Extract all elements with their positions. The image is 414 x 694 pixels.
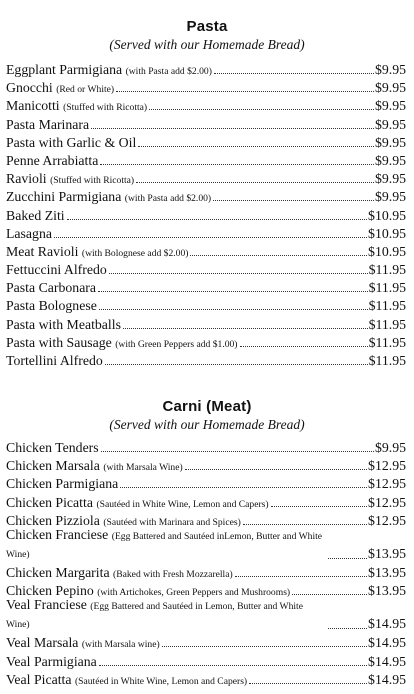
dot-leader xyxy=(243,524,367,525)
section-title: Carni (Meat) xyxy=(162,398,252,415)
menu-item-price: $14.95 xyxy=(368,653,406,669)
menu-item-name xyxy=(6,671,247,691)
menu-item-title: Chicken Picatta xyxy=(6,494,93,510)
menu-item-title: Zucchini Parmigiana xyxy=(6,189,122,205)
menu-item-title: Tortellini Alfredo xyxy=(6,353,103,368)
menu-item-name xyxy=(6,564,233,584)
menu-item-name xyxy=(6,316,121,334)
carni-section xyxy=(0,398,414,689)
menu-item xyxy=(6,316,406,334)
menu-item-price: $13.95 xyxy=(368,583,406,599)
menu-item xyxy=(6,439,406,457)
menu-item xyxy=(6,152,406,170)
menu-item-title: Eggplant Parmigiana xyxy=(6,62,123,77)
dot-leader xyxy=(116,91,374,92)
menu-item-price: $11.95 xyxy=(368,316,406,332)
dot-leader xyxy=(249,683,367,684)
menu-item-price: $10.95 xyxy=(368,243,406,259)
dot-leader xyxy=(99,665,367,666)
menu-item-title: Pasta with Garlic & Oil xyxy=(6,134,137,150)
menu-item-price: $11.95 xyxy=(368,262,406,278)
menu-item-price: $13.95 xyxy=(368,545,406,561)
menu-item xyxy=(6,671,406,689)
menu-item-title: Chicken Franciese xyxy=(6,526,109,542)
menu-item xyxy=(6,475,406,493)
menu-item-title: Pasta Carbonara xyxy=(6,280,97,296)
dot-leader xyxy=(214,73,374,74)
menu-item-price: $11.95 xyxy=(368,334,406,350)
dot-leader xyxy=(136,182,374,183)
menu-item-price: $9.95 xyxy=(374,80,406,96)
menu-item-price: $9.95 xyxy=(374,152,406,168)
section-subtitle: (Served with our Homemade Bread) xyxy=(109,417,305,432)
menu-item-name xyxy=(6,97,147,117)
menu-item-name xyxy=(6,352,103,370)
menu-item-name xyxy=(6,207,65,225)
menu-item-price: $12.95 xyxy=(368,476,406,492)
menu-item-note: (with Pasta add $2.00) xyxy=(124,193,212,205)
menu-item-name xyxy=(6,116,89,134)
pasta-section xyxy=(0,18,414,370)
dot-leader xyxy=(271,506,367,507)
menu-item-price: $9.95 xyxy=(374,62,406,77)
dot-leader xyxy=(109,273,368,274)
menu-item-price: $9.95 xyxy=(374,171,406,187)
dot-leader xyxy=(292,594,367,595)
menu-item-name xyxy=(6,457,183,477)
menu-item xyxy=(6,97,406,115)
menu-item-price: $9.95 xyxy=(374,116,406,132)
menu-item xyxy=(6,526,406,564)
menu-item-price: $12.95 xyxy=(368,494,406,510)
menu-item-note: (Sautéed in White Wine, Lemon and Capers) xyxy=(74,675,248,687)
menu-item-price: $14.95 xyxy=(368,635,406,651)
menu-item-name xyxy=(6,494,269,514)
menu-item-note: (Sautéed with Marinara and Spices) xyxy=(103,516,241,528)
menu-item xyxy=(6,170,406,188)
menu-item-name xyxy=(6,152,98,170)
menu-item-title: Veal Picatta xyxy=(6,671,72,687)
menu-item-name xyxy=(6,439,99,457)
menu-item-name xyxy=(6,597,326,633)
menu-item-name xyxy=(6,243,188,263)
dot-leader xyxy=(54,237,367,238)
menu-item-name xyxy=(6,134,136,152)
menu-item-title: Meat Ravioli xyxy=(6,243,79,259)
dot-leader xyxy=(328,628,367,629)
menu-item-name xyxy=(6,279,96,297)
menu-item-title: Chicken Tenders xyxy=(6,440,99,455)
dot-leader xyxy=(213,200,374,201)
menu-item xyxy=(6,61,406,79)
menu-item-price: $11.95 xyxy=(368,298,406,314)
menu-item-name xyxy=(6,170,134,190)
menu-item-price: $11.95 xyxy=(368,280,406,296)
menu-item-name xyxy=(6,61,212,81)
menu-item-note: (with Artichokes, Green Peppers and Mushrooms) xyxy=(97,587,291,599)
menu-item-title: Veal Marsala xyxy=(6,635,79,651)
dot-leader xyxy=(120,487,367,488)
menu-item-title: Chicken Marsala xyxy=(6,458,100,474)
menu-item-note: (Red or White) xyxy=(56,84,115,96)
section-title: Pasta xyxy=(186,18,228,35)
dot-leader xyxy=(67,219,367,220)
dot-leader xyxy=(98,291,368,292)
menu-item-note: (Baked with Fresh Mozzarella) xyxy=(113,568,233,580)
menu-item-name xyxy=(6,225,52,243)
dot-leader xyxy=(162,646,367,647)
menu-item xyxy=(6,334,406,352)
menu-item-price: $9.95 xyxy=(374,189,406,205)
menu-item xyxy=(6,279,406,297)
menu-item-name xyxy=(6,527,326,563)
menu-item-price: $9.95 xyxy=(374,98,406,114)
menu-item-note: (with Bolognese add $2.00) xyxy=(81,247,189,259)
menu-item-note: (with Green Peppers add $1.00) xyxy=(115,338,238,350)
menu-item xyxy=(6,352,406,370)
menu-item xyxy=(6,243,406,261)
menu-item-name xyxy=(6,261,107,279)
dot-leader xyxy=(101,451,374,452)
menu-item-note: (Egg Battered and Sautéed inLemon, Butter and White Wine) xyxy=(6,530,323,560)
menu-item-note: (Egg Battered and Sautéed in Lemon, Butter and White Wine) xyxy=(6,601,303,631)
menu-item-note: (Stuffed with Ricotta) xyxy=(50,175,135,187)
menu-item xyxy=(6,457,406,475)
menu-item-title: Penne Arrabiatta xyxy=(6,152,99,168)
menu-item xyxy=(6,188,406,206)
menu-item-note: (Stuffed with Ricotta) xyxy=(63,102,148,114)
menu-item-price: $12.95 xyxy=(368,512,406,528)
menu-item-title: Pasta Marinara xyxy=(6,116,90,132)
section-subtitle: (Served with our Homemade Bread) xyxy=(109,37,305,52)
menu-item-name xyxy=(6,334,238,354)
menu-item-title: Chicken Pepino xyxy=(6,583,94,599)
menu-item xyxy=(6,494,406,512)
menu-item-name xyxy=(6,634,160,654)
menu-item-title: Fettuccini Alfredo xyxy=(6,262,107,278)
menu-item-name xyxy=(6,188,211,208)
menu-item-price: $9.95 xyxy=(374,440,406,455)
menu-item xyxy=(6,297,406,315)
menu-item xyxy=(6,207,406,225)
menu-item-name xyxy=(6,475,118,493)
dot-leader xyxy=(185,469,367,470)
menu-item-title: Veal Parmigiana xyxy=(6,653,97,669)
menu-item-name xyxy=(6,653,97,671)
dot-leader xyxy=(138,146,374,147)
menu-item-name xyxy=(6,297,97,315)
dot-leader xyxy=(240,346,368,347)
dot-leader xyxy=(190,255,367,256)
menu-item-note: (with Pasta add $2.00) xyxy=(125,66,212,77)
carni-menu-list xyxy=(6,439,406,689)
menu-item-title: Pasta with Meatballs xyxy=(6,316,121,332)
menu-item xyxy=(6,597,406,634)
menu-item-price: $14.95 xyxy=(368,671,406,687)
menu-item-title: Chicken Margarita xyxy=(6,564,110,580)
menu-item-price: $12.95 xyxy=(368,458,406,474)
menu-item-price: $13.95 xyxy=(368,564,406,580)
menu-item-title: Lasagna xyxy=(6,225,52,241)
dot-leader xyxy=(99,309,368,310)
dot-leader xyxy=(123,328,368,329)
menu-item-title: Chicken Pizziola xyxy=(6,512,100,528)
menu-item-title: Chicken Parmigiana xyxy=(6,476,119,492)
menu-item xyxy=(6,653,406,671)
menu-item-title: Veal Franciese xyxy=(6,597,87,613)
menu-item-price: $10.95 xyxy=(368,225,406,241)
menu-item-note: (with Marsala wine) xyxy=(81,639,160,651)
menu-item xyxy=(6,261,406,279)
dot-leader xyxy=(105,364,368,365)
dot-leader xyxy=(100,164,374,165)
menu-item xyxy=(6,564,406,582)
menu-item-price: $9.95 xyxy=(374,134,406,150)
menu-item-title: Manicotti xyxy=(6,98,60,114)
menu-item-title: Ravioli xyxy=(6,171,47,187)
menu-item-title: Pasta with Sausage xyxy=(6,334,112,350)
menu-item-note: (Sautéed in White Wine, Lemon and Capers) xyxy=(96,498,269,510)
menu-item xyxy=(6,134,406,152)
menu-item xyxy=(6,634,406,652)
menu-item xyxy=(6,225,406,243)
menu-item-title: Baked Ziti xyxy=(6,207,65,223)
menu-item-price: $10.95 xyxy=(368,207,406,223)
dot-leader xyxy=(328,558,367,559)
menu-item-note: (with Marsala Wine) xyxy=(103,462,183,474)
menu-item xyxy=(6,116,406,134)
menu-item-title: Gnocchi xyxy=(6,80,53,96)
dot-leader xyxy=(235,576,367,577)
menu-item-title: Pasta Bolognese xyxy=(6,298,97,314)
menu-item-price: $14.95 xyxy=(368,616,406,632)
menu-item xyxy=(6,79,406,97)
dot-leader xyxy=(91,128,374,129)
menu-item-name xyxy=(6,79,114,99)
pasta-menu-list xyxy=(6,61,406,370)
dot-leader xyxy=(149,109,374,110)
menu-item-price: $11.95 xyxy=(368,353,406,368)
